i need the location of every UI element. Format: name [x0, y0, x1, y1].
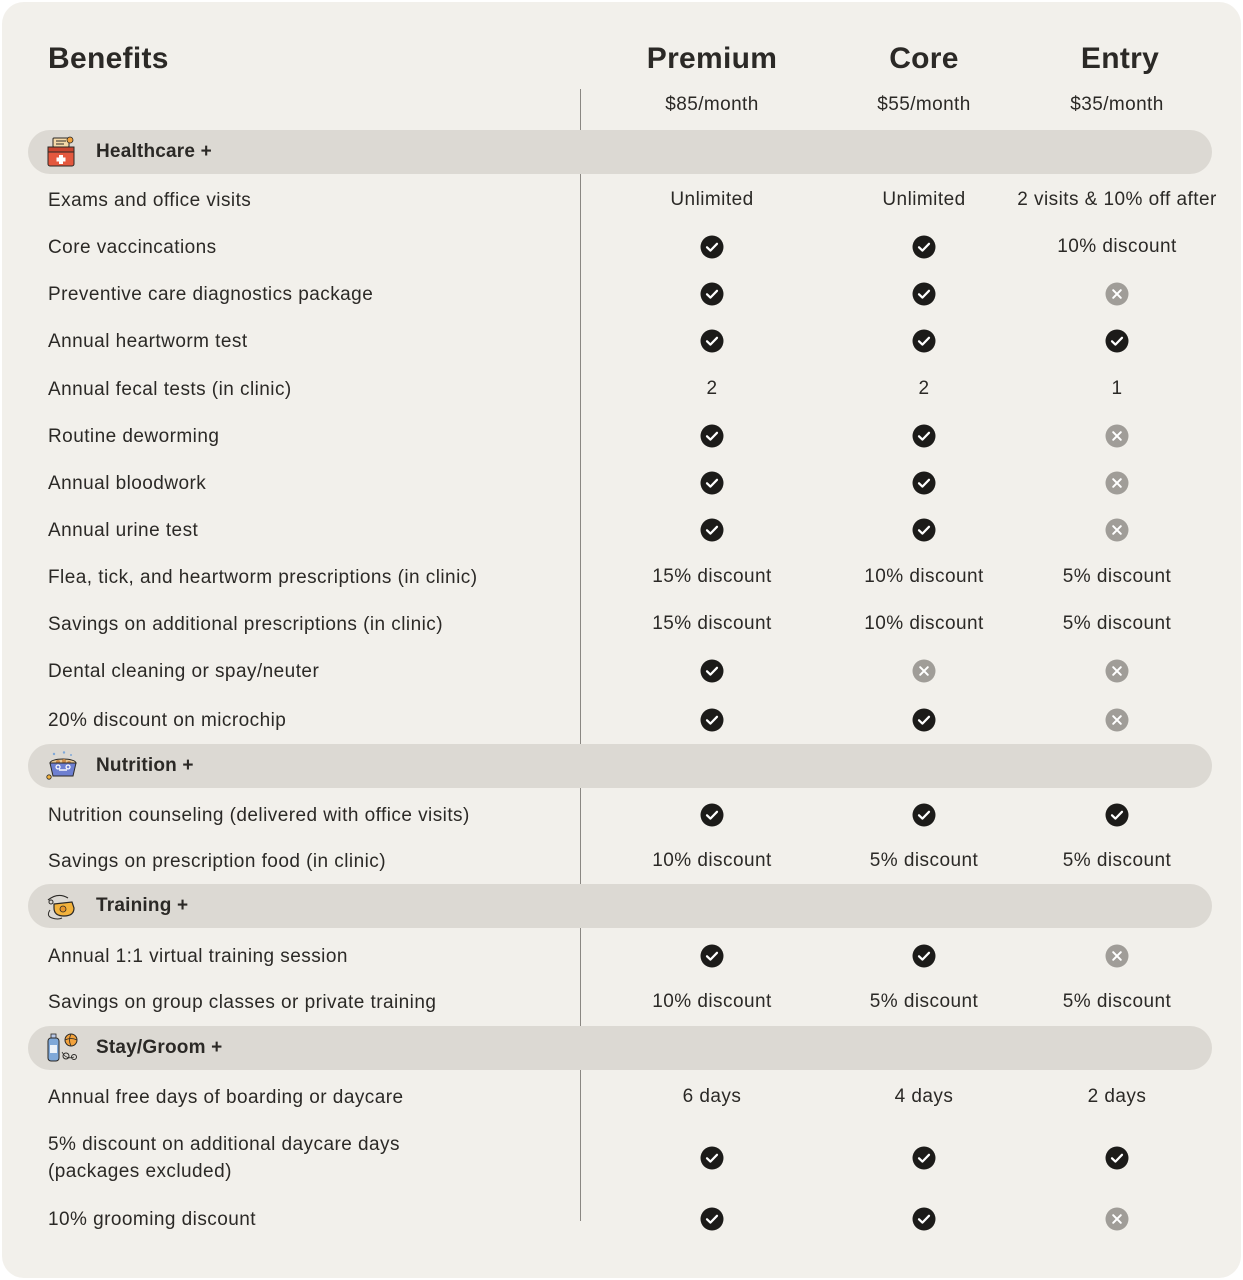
value-core: Unlimited — [882, 189, 966, 210]
x-icon — [1105, 471, 1129, 495]
section-training — [28, 884, 1212, 928]
check-icon — [912, 1146, 936, 1170]
check-icon — [912, 329, 936, 353]
x-icon — [1105, 518, 1129, 542]
x-icon — [1105, 282, 1129, 306]
check-icon — [1105, 1146, 1129, 1170]
benefit-label: Savings on prescription food (in clinic) — [48, 850, 386, 872]
benefit-label: Annual fecal tests (in clinic) — [48, 378, 292, 400]
x-icon — [1105, 708, 1129, 732]
benefit-label: Annual bloodwork — [48, 472, 207, 494]
comparison-card — [2, 2, 1241, 1278]
benefits-heading: Benefits — [48, 42, 169, 75]
value-core: 5% discount — [869, 991, 979, 1012]
check-icon — [700, 1207, 724, 1231]
benefit-label: Exams and office visits — [48, 189, 252, 211]
section-title: Training + — [96, 895, 189, 916]
food-bowl-icon — [44, 750, 80, 782]
benefit-label: Savings on group classes or private training — [48, 991, 437, 1013]
section-title: Nutrition + — [96, 755, 194, 776]
plan-name-premium: Premium — [646, 42, 778, 75]
check-icon — [912, 518, 936, 542]
check-icon — [912, 708, 936, 732]
x-icon — [1105, 659, 1129, 683]
value-premium: 10% discount — [652, 991, 772, 1012]
benefit-label: 5% discount on additional daycare days (packages excluded) — [48, 1134, 400, 1182]
value-premium: Unlimited — [670, 189, 754, 210]
value-entry: 5% discount — [1062, 991, 1172, 1012]
check-icon — [700, 235, 724, 259]
benefit-label: Annual heartworm test — [48, 330, 248, 352]
check-icon — [912, 424, 936, 448]
benefit-label: Annual urine test — [48, 519, 199, 541]
benefit-label: Core vaccincations — [48, 236, 217, 258]
value-premium: 15% discount — [652, 613, 772, 634]
x-icon — [912, 659, 936, 683]
first-aid-kit-icon — [44, 136, 80, 168]
check-icon — [700, 708, 724, 732]
x-icon — [1105, 424, 1129, 448]
value-entry: 5% discount — [1062, 566, 1172, 587]
check-icon — [912, 235, 936, 259]
check-icon — [700, 329, 724, 353]
value-entry: 5% discount — [1062, 850, 1172, 871]
plan-name-entry: Entry — [1080, 42, 1160, 75]
benefit-label: Annual 1:1 virtual training session — [48, 945, 348, 967]
benefit-label: Dental cleaning or spay/neuter — [48, 660, 320, 682]
value-premium: 15% discount — [652, 566, 772, 587]
check-icon — [700, 1146, 724, 1170]
value-core: 5% discount — [869, 850, 979, 871]
shampoo-ball-icon — [44, 1032, 80, 1064]
benefit-label: Flea, tick, and heartworm prescriptions (in clinic) — [48, 566, 478, 588]
value-premium: 2 — [706, 378, 718, 399]
value-core: 4 days — [894, 1086, 954, 1107]
plan-price-entry: $35/month — [1070, 94, 1164, 115]
benefit-label: Preventive care diagnostics package — [48, 283, 374, 305]
check-icon — [700, 803, 724, 827]
section-nutrition — [28, 744, 1212, 788]
check-icon — [912, 803, 936, 827]
benefit-label: Routine deworming — [48, 425, 220, 447]
value-entry: 5% discount — [1062, 613, 1172, 634]
value-premium: 6 days — [682, 1086, 742, 1107]
section-stay-groom — [28, 1026, 1212, 1070]
plan-name-core: Core — [889, 42, 959, 75]
plan-price-core: $55/month — [877, 94, 971, 115]
check-icon — [1105, 329, 1129, 353]
benefit-label: 10% grooming discount — [48, 1208, 257, 1230]
benefit-label: 20% discount on microchip — [48, 709, 287, 731]
value-core: 10% discount — [864, 566, 984, 587]
value-entry: 2 visits & 10% off after — [1017, 189, 1217, 210]
check-icon — [912, 944, 936, 968]
value-entry: 10% discount — [1057, 236, 1177, 257]
check-icon — [700, 944, 724, 968]
whistle-icon — [44, 890, 80, 922]
section-healthcare — [28, 130, 1212, 174]
check-icon — [700, 282, 724, 306]
value-entry: 1 — [1111, 378, 1123, 399]
plan-price-premium: $85/month — [665, 94, 759, 115]
benefit-label: Nutrition counseling (delivered with office visits) — [48, 804, 470, 826]
section-title: Healthcare + — [96, 141, 212, 162]
check-icon — [912, 1207, 936, 1231]
check-icon — [1105, 803, 1129, 827]
value-entry: 2 days — [1087, 1086, 1147, 1107]
x-icon — [1105, 944, 1129, 968]
check-icon — [912, 471, 936, 495]
check-icon — [700, 518, 724, 542]
x-icon — [1105, 1207, 1129, 1231]
check-icon — [700, 659, 724, 683]
value-core: 10% discount — [864, 613, 984, 634]
check-icon — [912, 282, 936, 306]
value-core: 2 — [918, 378, 930, 399]
check-icon — [700, 424, 724, 448]
section-title: Stay/Groom + — [96, 1037, 223, 1058]
value-premium: 10% discount — [652, 850, 772, 871]
check-icon — [700, 471, 724, 495]
benefit-label: Annual free days of boarding or daycare — [48, 1086, 404, 1108]
benefit-label: Savings on additional prescriptions (in clinic) — [48, 613, 443, 635]
